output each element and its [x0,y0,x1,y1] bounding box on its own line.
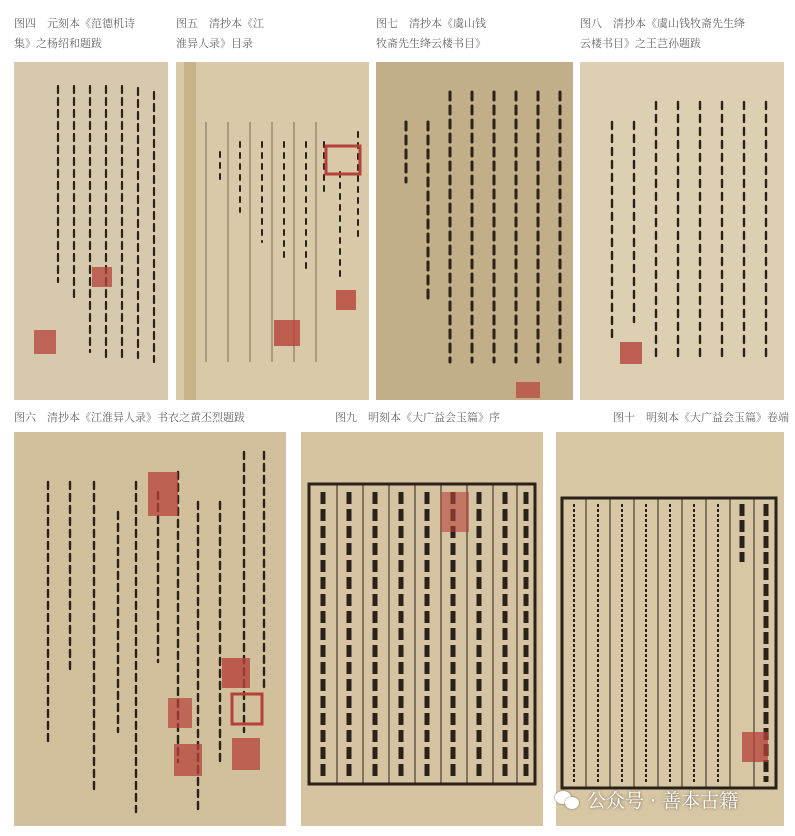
caption-fig9: 图九 明刻本《大广益会玉篇》序 [335,411,500,424]
image-fig10-first-chapter-page [556,432,784,826]
wechat-icon [555,789,581,811]
caption-fig4-line1: 图四 元刻本《范德机诗 [14,17,135,30]
caption-fig10: 图十 明刻本《大广益会玉篇》卷端 [613,411,789,424]
image-fig5-table-of-contents [176,62,369,400]
image-fig7-catalogue-page [376,62,573,400]
watermark-text: 公众号 · 善本古籍 [587,790,739,812]
caption-fig5-line2: 淮异人录》目录 [176,37,253,50]
caption-fig4-line2: 集》之杨绍和题跋 [14,37,102,50]
watermark [555,786,738,813]
caption-fig7-line1: 图七 清抄本《虞山钱 [376,17,486,30]
image-fig8-colophon [580,62,784,400]
caption-fig7-line2: 牧斋先生绛云楼书目》 [376,37,486,50]
caption-fig8-line2: 云楼书目》之王芑孙题跋 [580,37,701,50]
caption-fig6: 图六 清抄本《江淮异人录》书衣之黄丕烈题跋 [14,411,245,424]
caption-fig8-line1: 图八 清抄本《虞山钱牧斋先生绛 [580,17,745,30]
caption-fig5-line1: 图五 清抄本《江 [176,17,264,30]
image-fig6-book-cover-inscription [14,432,286,826]
image-fig4-inscription [14,62,168,400]
image-fig9-preface-page [301,432,543,826]
